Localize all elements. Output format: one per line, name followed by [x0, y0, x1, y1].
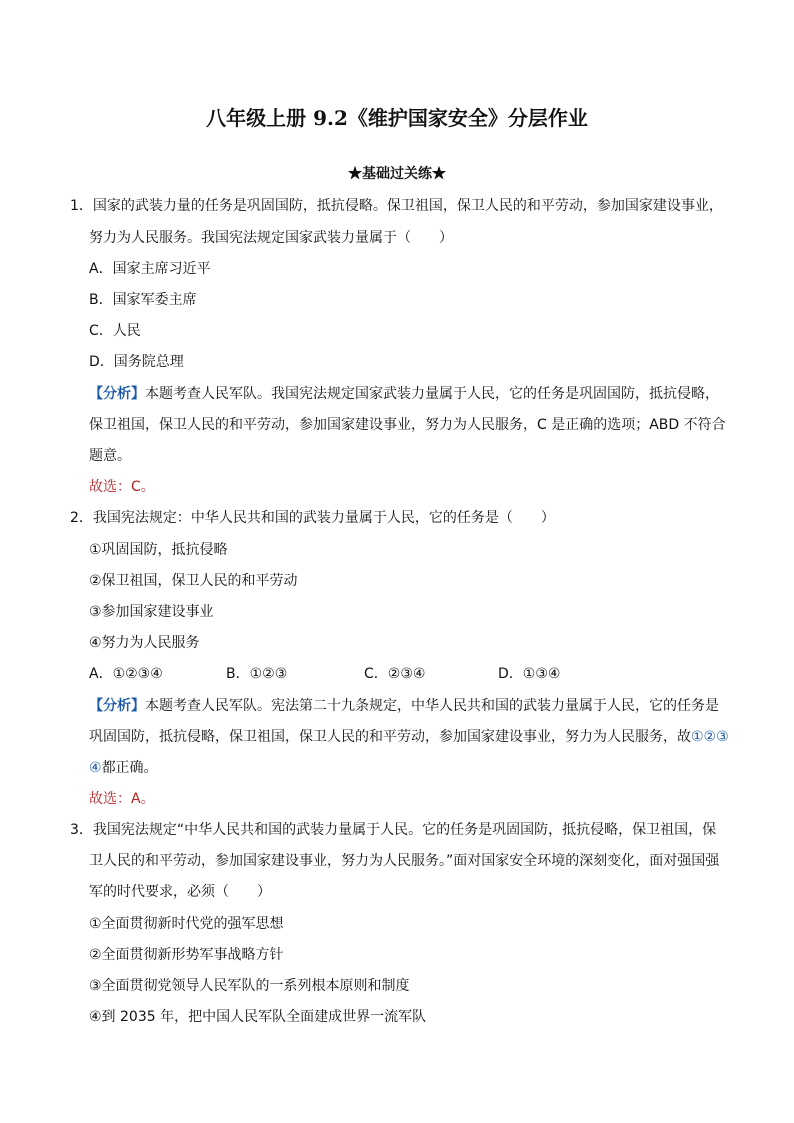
- question-3-stem-3: 军的时代要求，必须（ ）: [89, 884, 271, 900]
- question-3-stem-1: 我国宪法规定“中华人民共和国的武装力量属于人民。它的任务是巩固国防，抵抗侵略，保卫祖国，保: [92, 822, 717, 838]
- analysis-highlight: ①②③: [691, 729, 729, 745]
- question-1-option-a: A．国家主席习近平: [89, 261, 211, 277]
- question-1-stem-1: 国家的武装力量的任务是巩固国防，抵抗侵略。保卫祖国，保卫人民的和平劳动，参加国家建设事业，: [92, 198, 723, 214]
- question-2-item-4: ④努力为人民服务: [89, 635, 200, 651]
- question-2-line-1: [70, 508, 555, 528]
- question-3-item-4: ④到 2035 年，把中国人民军队全面建成世界一流军队: [89, 1009, 427, 1025]
- question-1-answer: 故选：C。: [89, 479, 155, 495]
- section-heading: ★基础过关练★: [348, 166, 446, 182]
- question-3-number: 3．: [70, 822, 93, 838]
- question-1-option-b: B．国家军委主席: [89, 292, 197, 308]
- analysis-text: 巩固国防，抵抗侵略，保卫祖国，保卫人民的和平劳动，参加国家建设事业，努力为人民服务，故: [89, 729, 691, 745]
- question-1-option-d: D．国务院总理: [89, 354, 184, 370]
- question-2-item-3: ③参加国家建设事业: [89, 604, 214, 620]
- question-2-item-2: ②保卫祖国，保卫人民的和平劳动: [89, 573, 298, 589]
- analysis-highlight: ④: [89, 760, 102, 776]
- analysis-text: 本题考查人民军队。我国宪法规定国家武装力量属于人民，它的任务是巩固国防，抵抗侵略，: [145, 386, 719, 402]
- analysis-tag: 【分析】: [89, 698, 145, 714]
- question-2-option-c: C．②③④: [364, 666, 426, 682]
- question-3-line-1: [70, 820, 716, 840]
- question-1-line-1: [70, 196, 723, 216]
- question-1-analysis-3: 题意。: [89, 448, 131, 464]
- question-2-analysis-1: [89, 696, 719, 716]
- question-1-number: 1．: [70, 198, 93, 214]
- question-2-analysis-2: [89, 727, 729, 747]
- analysis-text: 都正确。: [101, 760, 158, 776]
- question-3-item-3: ③全面贯彻党领导人民军队的一系列根本原则和制度: [89, 978, 410, 994]
- question-2-stem: 我国宪法规定：中华人民共和国的武装力量属于人民，它的任务是（ ）: [92, 510, 555, 526]
- question-2-option-d: D．①③④: [498, 666, 561, 682]
- analysis-tag: 【分析】: [89, 386, 145, 402]
- question-2-item-1: ①巩固国防，抵抗侵略: [89, 542, 228, 558]
- question-3-stem-2: 卫人民的和平劳动，参加国家建设事业，努力为人民服务。”面对国家安全环境的深刻变化，面对强国强: [89, 853, 720, 869]
- question-2-answer: 故选：A。: [89, 791, 155, 807]
- question-2-option-a: A．①②③④: [89, 666, 163, 682]
- question-3-item-2: ②全面贯彻新形势军事战略方针: [89, 947, 284, 963]
- page-title: 八年级上册 9.2《维护国家安全》分层作业: [206, 106, 588, 130]
- question-2-number: 2．: [70, 510, 93, 526]
- question-2-option-b: B．①②③: [226, 666, 288, 682]
- question-2-analysis-3: [89, 758, 158, 778]
- analysis-text: 本题考查人民军队。宪法第二十九条规定，中华人民共和国的武装力量属于人民，它的任务是: [145, 698, 719, 714]
- question-1-analysis-1: [89, 384, 719, 404]
- question-1-analysis-2: 保卫祖国，保卫人民的和平劳动，参加国家建设事业，努力为人民服务，C 是正确的选项；ABD 不符合: [89, 417, 726, 433]
- question-1-stem-2: 努力为人民服务。我国宪法规定国家武装力量属于（ ）: [89, 230, 453, 246]
- question-3-item-1: ①全面贯彻新时代党的强军思想: [89, 916, 284, 932]
- question-1-option-c: C．人民: [89, 323, 141, 339]
